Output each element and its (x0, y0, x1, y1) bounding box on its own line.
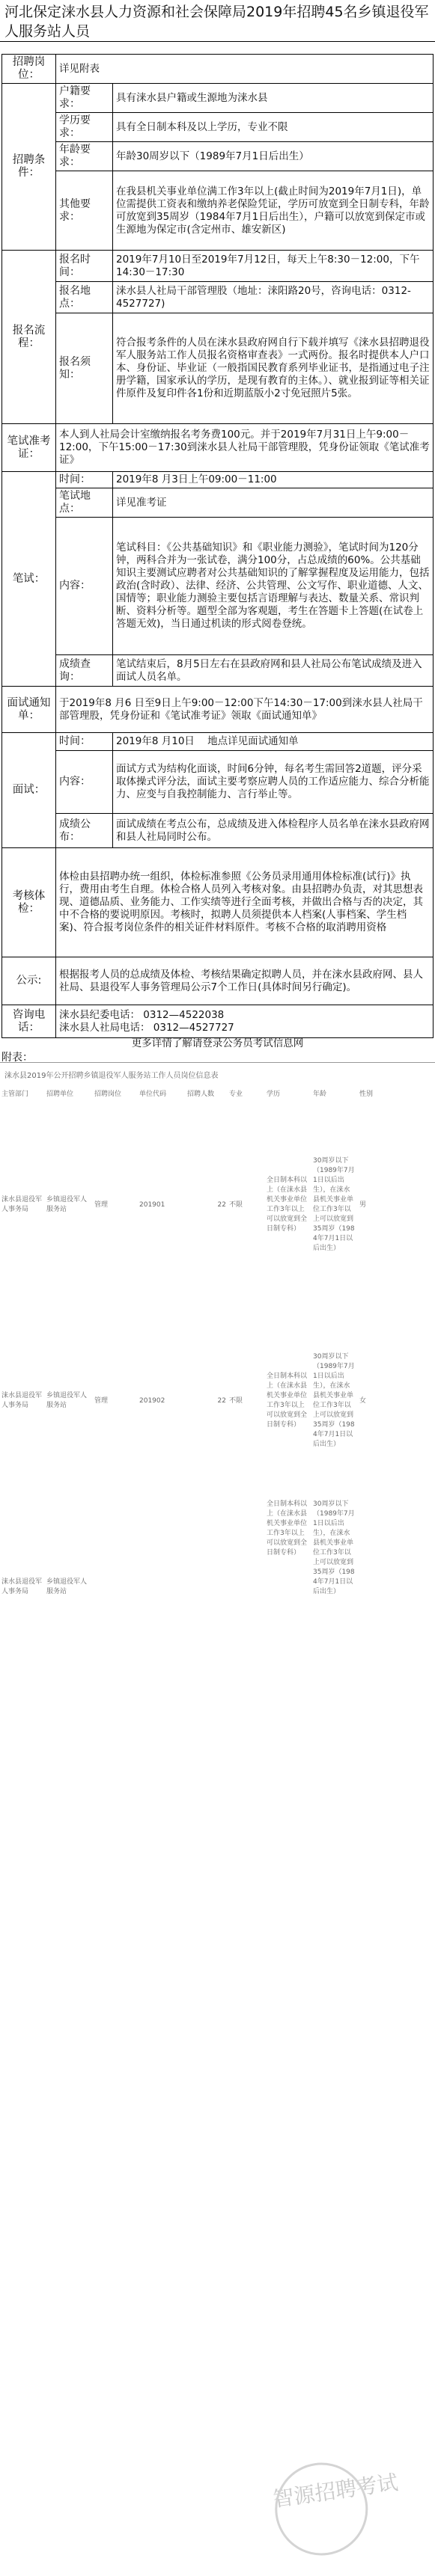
attachment-table (0, 1087, 435, 1598)
major-cell: 不限 (229, 1200, 243, 1209)
interview-key: 时间： (56, 733, 113, 751)
cond-key: 户籍要求： (56, 84, 113, 113)
reg-key: 报名时间： (56, 251, 113, 282)
written-value: 详见准考证 (113, 488, 434, 518)
written-key: 笔试地点： (56, 488, 113, 518)
major-cell: 不限 (229, 1396, 243, 1405)
cond-key: 其他要求： (56, 171, 113, 251)
unit-cell: 乡镇退役军人服务站 (46, 1392, 88, 1409)
attachment-label: 附表： (1, 1052, 33, 1064)
table-row (0, 1107, 435, 1303)
age-cell: 30周岁以下（1989年7月1日以后出生），在涞水县机关事业单位工作3年以上可以放宽到35周岁（1984年7月1日以后出生） (313, 1353, 355, 1448)
reg-value: 涞水县人社局干部管理股（地址：涞阳路20号，咨询电话：0312-4527727) (113, 282, 434, 313)
unit-cell: 乡镇退役军人服务站 (46, 1196, 88, 1213)
col-header: 学历 (267, 1091, 281, 1098)
dept-cell: 涞水县退役军人事务局 (1, 1196, 43, 1213)
recruitment-table (1, 54, 434, 1038)
written-key: 成绩查询： (56, 655, 113, 687)
reg-key: 报名地点： (56, 282, 113, 313)
interview-value: 面试成绩在考点公布，总成绩及进入体检程序人员名单在涞水县政府网和县人社局同时公布。 (113, 814, 434, 848)
watermark-logo: 智源招聘考试 (272, 2467, 433, 2576)
reg-key: 报名须知： (56, 313, 113, 424)
cond-value: 具有全日制本科及以上学历，专业不限 (113, 113, 434, 142)
cond-label: 招聘条件： (2, 84, 56, 251)
written-key: 时间： (56, 472, 113, 488)
cond-value: 具有涞水县户籍或生源地为涞水县 (113, 84, 434, 113)
interview-value: 面试方式为结构化面谈，时间6分钟，每名考生需回答2道题，评分采取体操式评分法，面试主要考察应聘人员的工作适应能力、综合分析能力、应变与自我控制能力、言行举止等。 (113, 751, 434, 814)
reg-value: 2019年7月10日至2019年7月12日，每天上午8:30－12:00，下午14:30－17:30 (113, 251, 434, 282)
dept-cell: 涞水县退役军人事务局 (1, 1578, 43, 1595)
watermark-circle-icon (269, 2456, 374, 2561)
ticket-label: 笔试准考证： (2, 424, 56, 472)
col-header: 招聘人数 (187, 1091, 215, 1098)
age-cell: 30周岁以下（1989年7月1日以后出生），在涞水县机关事业单位工作3年以上可以放宽到35周岁（1984年7月1日以后出生） (313, 1500, 355, 1595)
gender-cell: 男 (359, 1200, 367, 1209)
ticket-value: 本人到人社局会计室缴纳报名考务费100元。并于2019年7月31日上午9:00－12:00，下午15:00－17:30到涞水县人社局干部管理股，凭身份证领取《笔试准考证》 (56, 424, 434, 472)
reg-value: 符合报考条件的人员在涞水县政府网自行下载并填写《涞水县招聘退役军人服务站工作人员报名资格审查表》一式两份。报名时提供本人户口本、身份证、毕业证（一般指国民教育系列毕业证书，是指通过电子注册学籍，国家承认的学历，是现有教育的主体。）、就业报到证等相关证件原件及复印件各1份和近期蓝版小2寸免冠照片5张。 (113, 313, 434, 424)
reg-label: 报名流程： (2, 251, 56, 424)
public-label: 公示: (2, 957, 56, 1005)
written-value: 2019年8 月3日上午09:00－11:00 (113, 472, 434, 488)
code-cell: 201901 (139, 1200, 165, 1209)
edu-cell: 全日制本科以上（在涞水县机关事业单位工作3年以上可以放宽到全日制专科） (267, 1373, 308, 1429)
cond-value: 年龄30周岁以下（1989年7月1日后出生） (113, 142, 434, 171)
phone-line: 涞水县人社局电话： 0312—4527727 (59, 1021, 234, 1034)
table-row (0, 1499, 435, 1598)
interview-label: 面试： (2, 733, 56, 848)
col-header: 年龄 (313, 1091, 327, 1098)
age-cell: 30周岁以下（1989年7月1日以后出生），在涞水县机关事业单位工作3年以上可以放宽到35周岁（1984年7月1日以后出生） (313, 1157, 355, 1252)
col-header: 专业 (229, 1091, 243, 1098)
interview-key: 成绩公布： (56, 814, 113, 848)
more-info-link[interactable]: 更多详情了解请登录公务员考试信息网 (131, 1037, 304, 1049)
post-value: 详见附表 (56, 55, 434, 84)
attachment-image (0, 1062, 435, 2512)
edu-cell: 全日制本科以上（在涞水县机关事业单位工作3年以上可以放宽到全日制专科） (267, 1500, 308, 1557)
cond-key: 年龄要求： (56, 142, 113, 171)
post-label: 招聘岗位： (2, 55, 56, 84)
edu-cell: 全日制本科以上（在涞水县机关事业单位工作3年以上可以放宽到全日制专科） (267, 1177, 308, 1233)
interview-key: 内容： (56, 751, 113, 814)
col-header: 主管部门 (1, 1091, 29, 1098)
written-value: 笔试科目：《公共基础知识》和《职业能力测验》，笔试时间为120分钟，两科合并为一张试卷，满分100分，占总成绩的60%。公共基础知识主要测试应聘者对公共基础知识的了解掌握程度及运用能力，包括政治(含时政）、法律、经济、公共管理、公文写作、职业道德、人文、国情等；职业能力测验主要包括言语理解与表达、数量关系、常识判断、资料分析等。题型全部为客观题，考生在答题卡上答题(在试卷上答题无效)，当日通过机读的形式阅卷登统。 (113, 518, 434, 655)
written-label: 笔试： (2, 472, 56, 687)
code-cell: 201902 (139, 1396, 165, 1405)
cond-key: 学历要求： (56, 113, 113, 142)
phone-value (56, 1005, 434, 1038)
notice-label: 面试通知单： (2, 687, 56, 733)
col-header: 单位代码 (139, 1091, 167, 1098)
exam-value: 体检由县招聘办统一组织，体检标准参照《公务员录用通用体检标准(试行)》执行，费用由考生自理。体检合格人员列入考核对象。由县招聘办负责，对其思想表现、道德品质、业务能力、工作实绩等进行全面考核，并做出合格与否的决定，其中不合格的要说明原因。考核时，拟聘人员须提供本人档案(人事档案、学生档案)、符合报考岗位条件的相关证件材料原件。考核不合格的取消聘用资格 (56, 848, 434, 957)
post-cell: 管理 (94, 1396, 109, 1405)
gender-cell: 女 (359, 1396, 367, 1405)
page-title: 河北保定涞水县人力资源和社会保障局2019年招聘45名乡镇退役军人服务站人员 (0, 0, 435, 42)
notice-value: 于2019年8 月6 日至9日上午9:00－12:00下午14:30－17:00到涞水县人社局干部管理股，凭身份证和《笔试准考证》领取《面试通知单》 (56, 687, 434, 733)
col-header: 招聘单位 (46, 1091, 74, 1098)
phone-label: 咨询电话： (2, 1005, 56, 1038)
written-value: 笔试结束后，8月5日左右在县政府网和县人社局公布笔试成绩及进入面试人员名单。 (113, 655, 434, 687)
unit-cell: 乡镇退役军人服务站 (46, 1578, 88, 1595)
num-cell: 22 (217, 1396, 226, 1405)
written-key: 内容： (56, 518, 113, 655)
col-header: 性别 (359, 1091, 374, 1098)
table-row (0, 1303, 435, 1499)
num-cell: 22 (217, 1200, 226, 1209)
cond-value: 在我县机关事业单位满工作3年以上(截止时间为2019年7月1日)，单位需提供工资表和缴纳养老保险凭证，学历可放宽到全日制专科，年龄可放宽到35周岁（1984年7月1日后出生），户籍可以放宽到保定市或生源地为保定市(含定州市、雄安新区) (113, 171, 434, 251)
interview-value: 2019年8 月10日 地点详见面试通知单 (113, 733, 434, 751)
col-header: 招聘岗位 (94, 1091, 122, 1098)
exam-label: 考核体检： (2, 848, 56, 957)
phone-line: 涞水县纪委电话： 0312—4522038 (59, 1008, 225, 1021)
dept-cell: 涞水县退役军人事务局 (1, 1392, 43, 1409)
public-value: 根据报考人员的总成绩及体检、考核结果确定拟聘人员，并在涞水县政府网、县人社局、县退役军人事务管理局公示7个工作日(具体时间另行确定)。 (56, 957, 434, 1005)
attachment-title: 涞水县2019年公开招聘乡镇退役军人服务站工作人员岗位信息表 (4, 1072, 219, 1080)
post-cell: 管理 (94, 1200, 109, 1209)
